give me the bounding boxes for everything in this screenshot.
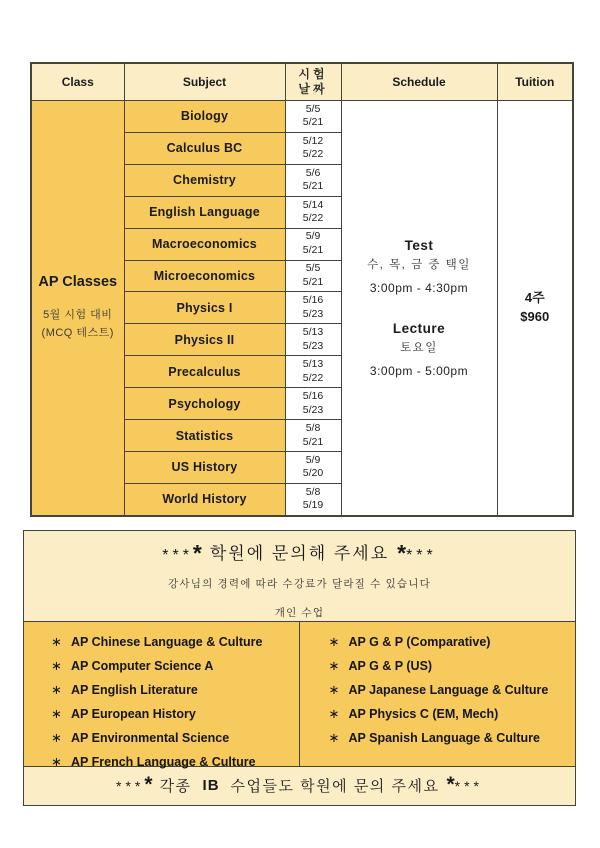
subject-cell: English Language [124,196,285,228]
lecture-days: 토요일 [400,342,438,354]
exam-date-1: 5/9 [305,453,321,466]
exam-dates-cell [285,451,341,483]
notice-headline [24,539,575,567]
lecture-schedule-block [370,321,468,378]
column-header-tuition: Tuition [497,63,573,101]
subject-cell: World History [124,483,285,516]
exam-dates-cell [285,164,341,196]
list-item [329,654,576,678]
exam-date-1: 5/13 [302,358,324,371]
exam-date-header-line2: 날짜 [298,82,328,96]
exam-dates-cell [285,132,341,164]
class-subtitle-line2: (MCQ 테스트) [41,326,114,339]
footer-text-pre: 각종 [159,777,192,795]
exam-date-2: 5/23 [302,307,324,320]
subject-cell: Chemistry [124,164,285,196]
course-name: AP English Literature [71,683,198,697]
asterisk-bullet-icon: ∗ [51,634,62,649]
course-name: AP G & P (US) [348,659,433,673]
course-list-right-column [300,622,576,766]
exam-date-1: 5/5 [305,102,321,115]
course-name: AP G & P (Comparative) [348,635,491,649]
private-course-list [24,621,575,767]
exam-date-2: 5/19 [302,499,324,512]
subject-cell: Microeconomics [124,260,285,292]
asterisks-left-small: *** [116,778,145,794]
course-list-left-column [24,622,300,769]
ap-classes-schedule-table [30,62,574,517]
footer-text-post: 수업들도 학원에 문의 주세요 [230,777,440,795]
exam-date-header-line1: 시험 [298,67,328,81]
subject-cell: Precalculus [124,356,285,388]
subject-cell: Calculus BC [124,132,285,164]
subject-cell: Physics I [124,292,285,324]
exam-dates-cell [285,228,341,260]
exam-dates-cell [285,101,341,133]
asterisk-bullet-icon: ∗ [328,634,340,649]
course-name: AP Spanish Language & Culture [348,731,540,745]
exam-dates-cell [285,483,341,516]
notice-subtitle: 강사님의 경력에 따라 수강료가 달라질 수 있습니다 [168,578,431,590]
asterisk-bullet-icon: ∗ [328,682,340,697]
asterisks-right-small: *** [406,547,437,564]
table-row [31,101,573,133]
exam-dates-cell [285,420,341,452]
asterisk-left-big: * [144,773,153,796]
notice-headline-text: 학원에 문의해 주세요 [209,544,390,563]
list-item [51,678,299,702]
asterisk-bullet-icon: ∗ [51,658,62,673]
column-header-schedule: Schedule [341,63,497,101]
list-item [51,654,299,678]
course-name: AP European History [71,707,196,721]
subject-cell: US History [124,451,285,483]
test-schedule-block [367,238,471,295]
exam-dates-cell [285,356,341,388]
lecture-time: 3:00pm - 5:00pm [369,364,469,378]
list-item [329,726,576,750]
asterisk-right-big: * [446,773,455,796]
exam-dates-cell [285,292,341,324]
exam-date-2: 5/22 [302,212,324,225]
private-lesson-note: 개인 수업 [274,607,325,619]
exam-dates-cell [285,196,341,228]
tuition-content [498,289,573,327]
exam-date-2: 5/23 [302,339,324,352]
exam-dates-cell [285,324,341,356]
column-header-subject: Subject [124,63,285,101]
class-title: AP Classes [38,274,118,291]
inquiry-notice-box [23,530,576,806]
subject-cell: Macroeconomics [124,228,285,260]
exam-date-1: 5/8 [305,485,321,498]
exam-date-2: 5/21 [302,180,324,193]
exam-date-1: 5/6 [305,166,321,179]
exam-date-2: 5/21 [302,275,324,288]
list-item [51,702,299,726]
column-header-class: Class [31,63,124,101]
table-header-row [31,63,573,101]
class-subtitle-line1: 5월 시험 대비 [43,309,113,322]
exam-date-2: 5/22 [302,371,324,384]
subject-cell: Physics II [124,324,285,356]
asterisk-bullet-icon: ∗ [328,706,340,721]
list-item [51,726,299,750]
exam-date-1: 5/16 [302,294,324,307]
exam-date-2: 5/20 [302,467,324,480]
list-item [329,678,576,702]
subject-cell: Biology [124,101,285,133]
notice-header-section [24,531,575,621]
asterisk-bullet-icon: ∗ [328,730,340,745]
asterisks-left-small: *** [162,547,193,564]
test-time: 3:00pm - 4:30pm [369,281,469,295]
exam-dates-cell [285,388,341,420]
asterisk-bullet-icon: ∗ [51,682,62,697]
asterisk-bullet-icon: ∗ [51,706,62,721]
tuition-cell [497,101,573,517]
exam-date-1: 5/16 [302,389,324,402]
asterisk-bullet-icon: ∗ [51,754,62,769]
course-name: AP French Language & Culture [71,755,256,769]
exam-date-1: 5/14 [302,198,324,211]
course-name: AP Physics C (EM, Mech) [348,707,499,721]
course-name: AP Environmental Science [71,731,230,745]
tuition-price: $960 [520,309,550,324]
schedule-cell [341,101,497,517]
exam-date-1: 5/13 [302,326,324,339]
exam-date-2: 5/21 [302,116,324,129]
asterisks-right-small: *** [454,778,483,794]
course-name: AP Computer Science A [71,659,214,673]
exam-date-2: 5/23 [302,403,324,416]
list-item [51,630,299,654]
list-item [51,750,299,774]
test-days: 수, 목, 금 중 택일 [367,259,471,271]
schedule-content [342,101,497,515]
column-header-exam-date [285,63,341,101]
subject-cell: Statistics [124,420,285,452]
exam-date-1: 5/8 [305,421,321,434]
list-item [329,702,576,726]
class-cell [31,101,124,517]
exam-date-2: 5/21 [302,435,324,448]
asterisk-bullet-icon: ∗ [51,730,62,745]
exam-date-1: 5/5 [305,262,321,275]
course-name: AP Chinese Language & Culture [71,635,263,649]
class-subtitle [32,307,124,341]
tuition-duration: 4주 [524,290,545,306]
asterisk-bullet-icon: ∗ [328,658,340,673]
exam-date-1: 5/12 [302,134,324,147]
ib-label: IB [202,776,220,794]
exam-date-2: 5/22 [302,148,324,161]
asterisk-right-big: * [397,540,407,566]
exam-date-2: 5/21 [302,244,324,257]
test-label: Test [404,238,434,253]
exam-date-1: 5/9 [305,230,321,243]
list-item [329,630,576,654]
course-name: AP Japanese Language & Culture [348,683,549,697]
lecture-label: Lecture [392,321,446,336]
exam-dates-cell [285,260,341,292]
asterisk-left-big: * [192,540,202,566]
subject-cell: Psychology [124,388,285,420]
